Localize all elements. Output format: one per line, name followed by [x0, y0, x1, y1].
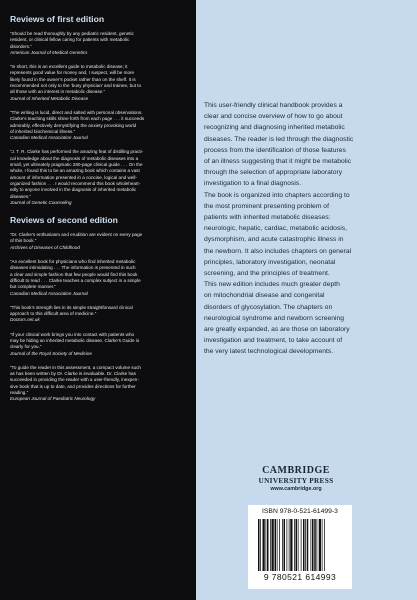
review-source: Journal of Genetic Counseling — [10, 199, 72, 205]
review-source: Doctors.net.uk — [10, 317, 40, 323]
reviews-first-edition-heading: Reviews of first edition — [10, 14, 105, 24]
barcode-bar — [303, 519, 305, 571]
review-quote-line: reading.” — [10, 390, 29, 396]
review-quote-line: whole, I found this to be an amazing book which contains a vast — [10, 168, 140, 174]
back-cover-blurb-panel — [196, 0, 417, 600]
description-line: investigation to a final diagnosis. — [204, 180, 302, 188]
barcode-bar — [296, 519, 298, 571]
barcode-bar — [305, 519, 306, 571]
barcode-digits: 9 780521 614993 — [263, 572, 337, 582]
description-line: through the selection of appropriate laboratory — [204, 169, 343, 177]
second-edition-review-list — [10, 232, 190, 403]
review-source: European Journal of Paediatric Neurology — [10, 396, 96, 402]
description-line: clear and concise overview of how to go about — [204, 113, 343, 121]
barcode-bar — [275, 519, 277, 571]
barcode-bar — [298, 519, 299, 571]
barcode-bar — [290, 519, 292, 571]
description-line: of an illness suggesting that it might be metabolic — [204, 158, 352, 166]
review-quote-line: recommended not only to the ‘busy physician’ and trainee, but to — [10, 83, 142, 89]
review-source: Canadian Medical Association Journal — [10, 135, 88, 141]
review-quote-line: but complete manner.” — [10, 284, 56, 290]
review-item — [10, 232, 190, 251]
barcode-bar — [317, 519, 318, 571]
barcode-bar — [294, 519, 295, 571]
barcode-bar — [260, 519, 261, 571]
description-line: recognizing and diagnosing inherited metabolic — [204, 124, 345, 132]
review-quote-line: small, yet ultimately pragmatic 280-page clinical guide . . . On the — [10, 162, 143, 168]
review-quote-line: of inherited biochemical illness.” — [10, 128, 76, 134]
description-line: on mitochondrial disease and congenital — [204, 292, 325, 300]
review-item — [10, 31, 190, 56]
barcode-bar — [319, 519, 321, 571]
barcode-bars — [258, 519, 342, 571]
description-line: This user-friendly clinical handbook provides a — [204, 102, 343, 109]
description-line: disorders of glycosylation. The chapters on — [204, 303, 333, 311]
description-line: The book is organized into chapters according to — [204, 191, 350, 199]
publisher-url: www.cambridge.org — [270, 485, 322, 492]
barcode-bar — [287, 519, 288, 571]
barcode-bar — [312, 519, 314, 571]
review-source: American Journal of Medical Genetics — [10, 49, 88, 55]
description-line: the most prominent presenting problem of — [204, 202, 329, 210]
review-quote-line: “Dr. Clarke’s enthusiasm and erudition are evident on every page — [10, 232, 143, 238]
review-quote-line: amount of information presented in a concise, logical and well- — [10, 174, 137, 180]
barcode-bar — [279, 519, 280, 571]
review-item — [10, 305, 190, 324]
review-quote-line: a clear and simple fashion that few people would find this book — [10, 271, 138, 277]
description-line: process from the identification of those features — [204, 146, 346, 154]
review-quote-line: edly to anyone involved in the diagnosis of inherited metabolic — [10, 187, 137, 193]
review-source: Archives of Diseases of Childhood — [10, 244, 80, 250]
description-line: This new edition includes much greater depth — [204, 281, 340, 289]
barcode-bar — [301, 519, 302, 571]
publisher-name: CAMBRIDGE — [262, 465, 330, 476]
review-quote-line: diseases.” — [10, 193, 31, 199]
review-quote-line: of this book.” — [10, 238, 37, 244]
book-description — [204, 100, 409, 358]
review-quote-line: as has been written by Dr. Clarke is invaluable. Dr. Clarke has — [10, 371, 136, 377]
barcode-bar — [272, 519, 274, 571]
description-line: screening, and the principles of treatment. — [204, 270, 330, 278]
barcode-bar — [284, 519, 286, 571]
review-quote-line: “If your clinical work brings you into contact with patients who — [10, 331, 135, 337]
barcode-bar — [324, 519, 325, 571]
review-quote-line: approach to this difficult area of medicine.” — [10, 311, 97, 317]
review-item — [10, 110, 190, 141]
description-line: the newborn. It also includes chapters on general — [204, 247, 352, 255]
barcode-bar — [322, 519, 323, 571]
review-quote-line: disorders.” — [10, 43, 32, 49]
review-quote-line: difficult to read . . . Clarke teaches a complex subject in a simple — [10, 277, 141, 283]
review-quote-line: “J. T. R. Clarke has performed the amazing feat of distilling practi- — [10, 149, 144, 155]
description-line: principles, laboratory investigation, neonatal — [204, 258, 336, 266]
barcode-bar — [282, 519, 283, 571]
barcode-bar — [307, 519, 309, 571]
barcode-bar — [314, 519, 316, 571]
review-quote-line: organized fashion . . . I would recommend this book wholeheart- — [10, 180, 141, 186]
review-quote-line: Clarke’s teaching skills shine forth from each page . . . it succeeds — [10, 116, 145, 122]
review-quote-line: “An excellent book for physicians who find inherited metabolic — [10, 259, 136, 265]
review-source: Journal of Inherited Metabolic Disease — [10, 95, 89, 101]
review-quote-line: likely found in the owner’s pocket rather than on the shelf. It is — [10, 76, 136, 82]
review-quote-line: represents good value for money and, I suspect, will be more — [10, 70, 135, 76]
review-quote-line: “The writing is lucid, direct and salted with personal observations. — [10, 109, 143, 115]
review-quote-line: sive book that is up to date, and provides directions for further — [10, 383, 136, 389]
description-line: the very latest technological developments. — [204, 348, 334, 356]
barcode-bar — [258, 519, 260, 571]
review-quote-line: “This book’s strength lies in its simple straightforward clinical — [10, 304, 133, 310]
barcode-bar — [270, 519, 271, 571]
review-quote-line: “Should be read thoroughly by any pediatric resident, genetic — [10, 31, 134, 36]
review-item — [10, 149, 190, 206]
barcode-bar — [267, 519, 269, 571]
review-quote-line: succeeded in providing the reader with a user-friendly, inexpen- — [10, 377, 139, 383]
first-edition-review-list — [10, 31, 190, 206]
review-quote-line: “To guide the reader in this assessment, a compact volume such — [10, 364, 141, 370]
review-item — [10, 332, 190, 357]
isbn-barcode — [248, 505, 352, 589]
review-item — [10, 365, 190, 403]
review-item — [10, 64, 190, 102]
barcode-bar — [311, 519, 312, 571]
review-quote-line: may be hiding an inherited metabolic disease, Clarke’s Guide is — [10, 337, 140, 343]
review-quote-line: all those with an interest in metabolic disease.” — [10, 89, 105, 95]
barcode-bar — [263, 519, 265, 571]
publisher-press: UNIVERSITY PRESS — [258, 476, 334, 485]
review-quote-line: “In short, this is an excellent guide to metabolic disease; it — [10, 64, 128, 70]
description-line: diseases. The reader is led through the diagnostic — [204, 135, 354, 143]
review-quote-line: cal knowledge about the diagnosis of metabolic diseases into a — [10, 155, 139, 161]
barcode-bar — [266, 519, 267, 571]
barcode-bar — [277, 519, 278, 571]
review-quote-line: resident, or clinical fellow caring for patients with metabolic — [10, 37, 130, 43]
publisher-logo — [246, 465, 346, 492]
description-line: neurological syndrome and newborn screening — [204, 314, 344, 322]
description-line: investigation and treatment, to take account of — [204, 337, 343, 345]
review-item — [10, 259, 190, 297]
review-source: Journal of the Royal Society of Medicine — [10, 350, 92, 356]
back-cover-reviews-panel — [0, 0, 196, 600]
review-source: Canadian Medical Association Journal — [10, 290, 88, 296]
review-quote-line: diseases intimidating . . . The information is presented in such — [10, 265, 136, 271]
review-quote-line: admirably, effectively demystifying the anxiety provoking world — [10, 122, 137, 128]
description-line: dysmorphism, and acute catastrophic illness in — [204, 236, 344, 244]
isbn-number: ISBN 978-0-521-61499-3 — [262, 508, 338, 515]
review-quote-line: clearly for you.” — [10, 344, 42, 350]
description-line: are greatly expanded, as are those on laboratory — [204, 326, 350, 334]
barcode-bar — [289, 519, 290, 571]
description-line: patients with inherited metabolic diseases: — [204, 214, 331, 222]
description-line: neurologic, hepatic, cardiac, metabolic acidosis, — [204, 225, 347, 233]
reviews-second-edition-heading: Reviews of second edition — [10, 215, 118, 226]
